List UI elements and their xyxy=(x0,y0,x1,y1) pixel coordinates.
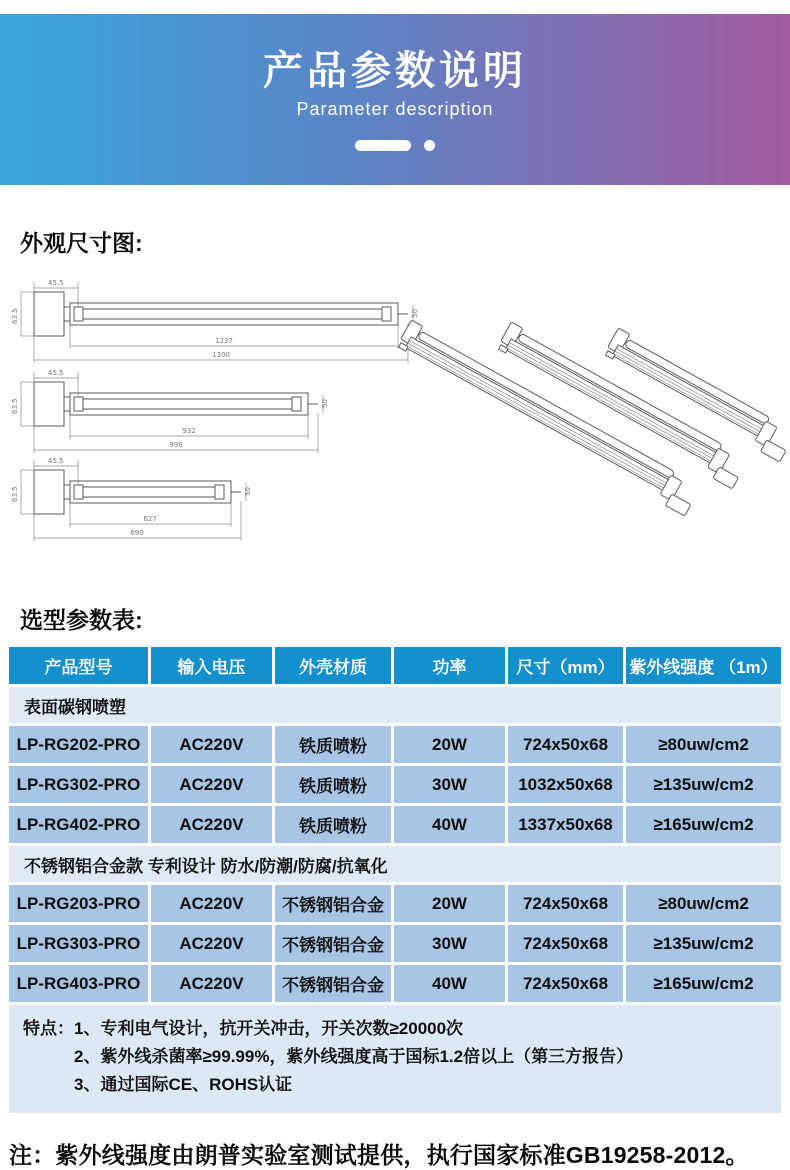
cell-model: LP-RG403-PRO xyxy=(9,965,148,1002)
cell-model: LP-RG402-PRO xyxy=(9,806,148,843)
cell-power: 30W xyxy=(394,766,505,803)
dim-cap-height-2: 63.5 xyxy=(11,398,19,414)
cell-uv: ≥80uw/cm2 xyxy=(626,726,781,763)
cell-material: 铁质喷粉 xyxy=(275,726,391,763)
dim-cap-width-1: 45.5 xyxy=(48,279,64,287)
dot-icon xyxy=(424,140,435,151)
features-label: 特点： xyxy=(23,1019,74,1038)
dimension-drawings xyxy=(0,270,790,588)
cell-material: 铁质喷粉 xyxy=(275,806,391,843)
dim-cap-height-1: 63.5 xyxy=(11,308,19,324)
cell-voltage: AC220V xyxy=(151,806,272,843)
dim-end-3: 50 xyxy=(244,487,252,496)
cell-size: 724x50x68 xyxy=(508,965,623,1002)
dim-total-2: 996 xyxy=(169,441,183,449)
page-title: 产品参数说明 xyxy=(263,48,527,93)
cell-material: 不锈钢铝合金 xyxy=(275,925,391,962)
cell-voltage: AC220V xyxy=(151,965,272,1002)
cell-voltage: AC220V xyxy=(151,885,272,922)
banner xyxy=(0,14,790,185)
dim-end-2: 50 xyxy=(321,399,329,408)
cell-material: 不锈钢铝合金 xyxy=(275,885,391,922)
cell-uv: ≥165uw/cm2 xyxy=(626,965,781,1002)
cell-model: LP-RG302-PRO xyxy=(9,766,148,803)
cell-material: 铁质喷粉 xyxy=(275,766,391,803)
cell-power: 40W xyxy=(394,965,505,1002)
features-panel xyxy=(9,1005,781,1113)
cell-power: 20W xyxy=(394,885,505,922)
column-header-uv-intensity: 紫外线强度 （1m） xyxy=(626,647,781,684)
cell-voltage: AC220V xyxy=(151,925,272,962)
cell-uv: ≥135uw/cm2 xyxy=(626,766,781,803)
page-subtitle: Parameter description xyxy=(296,98,494,119)
cell-voltage: AC220V xyxy=(151,766,272,803)
top-margin xyxy=(0,0,790,14)
table-header-row xyxy=(9,647,781,684)
dim-cap-width-2: 45.5 xyxy=(48,369,64,377)
dim-tube-3: 627 xyxy=(143,515,157,523)
column-header-voltage: 输入电压 xyxy=(151,647,272,684)
isometric-render-svg xyxy=(393,316,788,546)
cell-size: 724x50x68 xyxy=(508,885,623,922)
column-header-material: 外壳材质 xyxy=(275,647,391,684)
feature-item: 1、专利电气设计，抗开关冲击，开关次数≥20000次 xyxy=(74,1019,464,1038)
cell-power: 40W xyxy=(394,806,505,843)
cell-size: 724x50x68 xyxy=(508,925,623,962)
cell-model: LP-RG303-PRO xyxy=(9,925,148,962)
dash-icon xyxy=(355,140,411,151)
cell-size: 1032x50x68 xyxy=(508,766,623,803)
dim-tube-1: 1237 xyxy=(215,337,233,345)
dim-tube-2: 932 xyxy=(182,427,196,435)
feature-item: 3、通过国际CE、ROHS认证 xyxy=(74,1075,293,1095)
table-heading: 选型参数表: xyxy=(20,607,143,633)
table-row xyxy=(9,965,781,1002)
table-row xyxy=(9,925,781,962)
bottom-note: 注：紫外线强度由朗普实验室测试提供，执行国家标准GB19258-2012。 xyxy=(9,1142,749,1169)
cell-size: 724x50x68 xyxy=(508,726,623,763)
features-list xyxy=(74,1015,633,1099)
cell-material: 不锈钢铝合金 xyxy=(275,965,391,1002)
cell-uv: ≥80uw/cm2 xyxy=(626,885,781,922)
cell-voltage: AC220V xyxy=(151,726,272,763)
parameter-table xyxy=(9,647,781,1002)
dim-total-3: 690 xyxy=(130,529,144,537)
dimensions-heading: 外观尺寸图: xyxy=(20,230,143,256)
table-row xyxy=(9,806,781,843)
column-header-size: 尺寸（mm） xyxy=(508,647,623,684)
dim-cap-height-3: 63.5 xyxy=(11,486,19,502)
column-header-model: 产品型号 xyxy=(9,647,148,684)
cell-model: LP-RG202-PRO xyxy=(9,726,148,763)
cell-power: 20W xyxy=(394,726,505,763)
cell-uv: ≥135uw/cm2 xyxy=(626,925,781,962)
cell-power: 30W xyxy=(394,925,505,962)
banner-decoration xyxy=(355,140,435,151)
table-row xyxy=(9,766,781,803)
table-group-label: 不锈钢铝合金款 专利设计 防水/防潮/防腐/抗氧化 xyxy=(9,846,781,882)
feature-item: 2、紫外线杀菌率≥99.99%，紫外线强度高于国标1.2倍以上（第三方报告） xyxy=(74,1047,634,1067)
table-row xyxy=(9,726,781,763)
dim-total-1: 1300 xyxy=(212,351,230,359)
cell-size: 1337x50x68 xyxy=(508,806,623,843)
table-row xyxy=(9,885,781,922)
dim-end-1: 50 xyxy=(411,309,419,318)
cell-uv: ≥165uw/cm2 xyxy=(626,806,781,843)
column-header-power: 功率 xyxy=(394,647,505,684)
cell-model: LP-RG203-PRO xyxy=(9,885,148,922)
dim-cap-width-3: 45.5 xyxy=(48,457,64,465)
table-group-label: 表面碳钢喷塑 xyxy=(9,687,781,723)
technical-drawing-svg xyxy=(8,270,428,588)
